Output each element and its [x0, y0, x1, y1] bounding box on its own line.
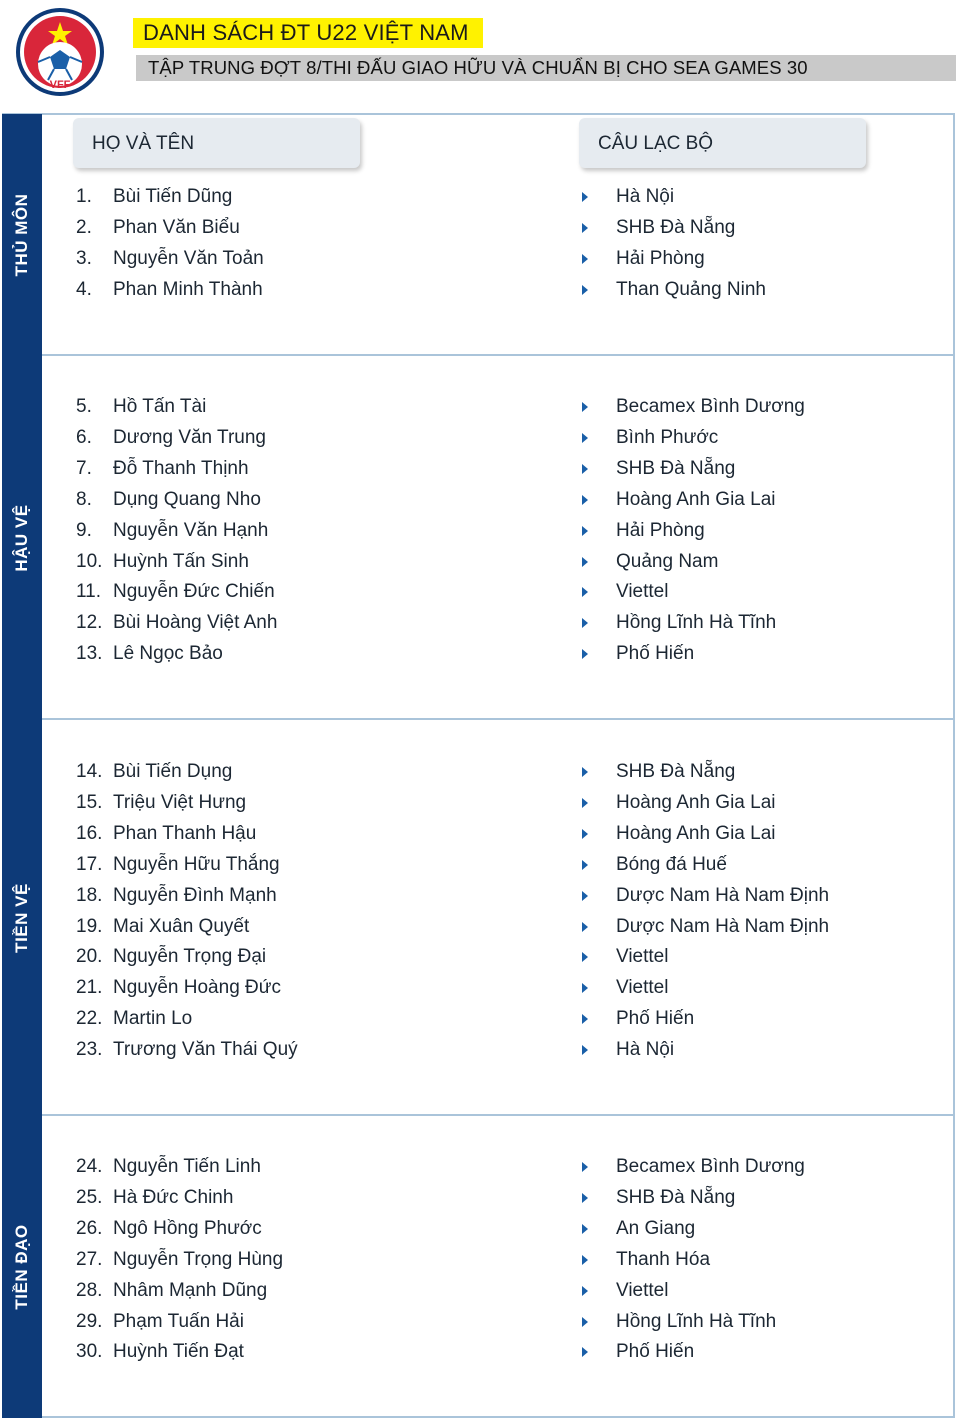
- table-row: [0, 1004, 960, 1034]
- player-name: Dương Văn Trung: [113, 427, 266, 448]
- player-number: 4.: [76, 279, 92, 300]
- table-row: [0, 1245, 960, 1275]
- player-number: 23.: [76, 1039, 103, 1060]
- player-name: Triệu Việt Hưng: [113, 792, 247, 813]
- player-name: Nguyễn Đình Mạnh: [113, 885, 277, 906]
- table-row: [0, 1035, 960, 1065]
- player-name: Bùi Tiến Dũng: [113, 186, 233, 207]
- arrow-right-icon: [582, 433, 588, 443]
- table-row: [0, 1276, 960, 1306]
- table-row: [0, 819, 960, 849]
- player-club: SHB Đà Nẵng: [616, 458, 736, 479]
- player-name: Nhâm Mạnh Dũng: [113, 1280, 268, 1301]
- player-club: Hải Phòng: [616, 248, 705, 269]
- player-club: Hoàng Anh Gia Lai: [616, 792, 776, 813]
- arrow-right-icon: [582, 618, 588, 628]
- player-number: 3.: [76, 248, 92, 269]
- vff-logo: [14, 6, 106, 98]
- table-row: [0, 516, 960, 546]
- table-row: [0, 788, 960, 818]
- table-row: [0, 1214, 960, 1244]
- arrow-right-icon: [582, 1286, 588, 1296]
- player-number: 29.: [76, 1311, 103, 1332]
- table-row: [0, 392, 960, 422]
- player-number: 5.: [76, 396, 92, 417]
- player-name: Hồ Tấn Tài: [113, 396, 207, 417]
- player-name: Nguyễn Hoàng Đức: [113, 977, 281, 998]
- arrow-right-icon: [582, 557, 588, 567]
- player-number: 26.: [76, 1218, 103, 1239]
- player-name: Bùi Tiến Dụng: [113, 761, 233, 782]
- player-number: 11.: [76, 581, 102, 602]
- arrow-right-icon: [582, 254, 588, 264]
- player-club: Viettel: [616, 977, 669, 998]
- player-number: 25.: [76, 1187, 103, 1208]
- page-subtitle: TẬP TRUNG ĐỢT 8/THI ĐẤU GIAO HỮU VÀ CHUẨN BỊ CHO SEA GAMES 30: [136, 55, 956, 81]
- player-club: Hồng Lĩnh Hà Tĩnh: [616, 1311, 777, 1332]
- page-title: DANH SÁCH ĐT U22 VIỆT NAM: [133, 18, 483, 48]
- player-number: 13.: [76, 643, 103, 664]
- player-number: 27.: [76, 1249, 103, 1270]
- player-number: 10.: [76, 551, 103, 572]
- player-club: Hoàng Anh Gia Lai: [616, 489, 776, 510]
- table-row: [0, 275, 960, 305]
- player-name: Dụng Quang Nho: [113, 489, 261, 510]
- player-club: Dược Nam Hà Nam Định: [616, 885, 830, 906]
- player-club: Thanh Hóa: [616, 1249, 711, 1270]
- arrow-right-icon: [582, 402, 588, 412]
- player-name: Hà Đức Chinh: [113, 1187, 234, 1208]
- section-label: TIỀN VỆ: [12, 882, 31, 953]
- player-number: 24.: [76, 1156, 103, 1177]
- arrow-right-icon: [582, 1014, 588, 1024]
- arrow-right-icon: [582, 1347, 588, 1357]
- player-club: Than Quảng Ninh: [616, 279, 766, 300]
- table-row: [0, 213, 960, 243]
- player-number: 18.: [76, 885, 103, 906]
- arrow-right-icon: [582, 649, 588, 659]
- player-number: 7.: [76, 458, 92, 479]
- player-number: 6.: [76, 427, 92, 448]
- player-name: Nguyễn Văn Hạnh: [113, 520, 269, 541]
- player-number: 21.: [76, 977, 103, 998]
- table-row: [0, 454, 960, 484]
- arrow-right-icon: [582, 464, 588, 474]
- table-row: [0, 973, 960, 1003]
- arrow-right-icon: [582, 285, 588, 295]
- player-name: Martin Lo: [113, 1008, 193, 1029]
- table-row: [0, 639, 960, 669]
- player-name: Nguyễn Văn Toản: [113, 248, 264, 269]
- player-club: SHB Đà Nẵng: [616, 217, 736, 238]
- svg-text:VFF: VFF: [49, 79, 71, 91]
- player-number: 2.: [76, 217, 92, 238]
- table-row: [0, 547, 960, 577]
- name-column-header: HỌ VÀ TÊN: [73, 118, 360, 168]
- player-club: Hà Nội: [616, 1039, 675, 1060]
- club-column-header: CÂU LẠC BỘ: [579, 118, 866, 168]
- arrow-right-icon: [582, 767, 588, 777]
- arrow-right-icon: [582, 891, 588, 901]
- player-name: Phan Thanh Hậu: [113, 823, 257, 844]
- arrow-right-icon: [582, 952, 588, 962]
- arrow-right-icon: [582, 1224, 588, 1234]
- player-club: Bình Phước: [616, 427, 719, 448]
- player-name: Nguyễn Trọng Đại: [113, 946, 267, 967]
- player-name: Phan Văn Biểu: [113, 217, 240, 238]
- player-club: Hoàng Anh Gia Lai: [616, 823, 776, 844]
- player-number: 20.: [76, 946, 103, 967]
- player-name: Lê Ngọc Bảo: [113, 643, 223, 664]
- table-row: [0, 182, 960, 212]
- player-club: Viettel: [616, 1280, 669, 1301]
- section-label: HẬU VỆ: [12, 503, 31, 572]
- header: [0, 0, 960, 112]
- section-label: THỦ MÔN: [12, 193, 31, 277]
- player-club: Dược Nam Hà Nam Định: [616, 916, 830, 937]
- table-row: [0, 942, 960, 972]
- player-club: SHB Đà Nẵng: [616, 761, 736, 782]
- arrow-right-icon: [582, 192, 588, 202]
- player-name: Nguyễn Đức Chiến: [113, 581, 275, 602]
- player-name: Bùi Hoàng Việt Anh: [113, 612, 278, 633]
- player-club: Bóng đá Huế: [616, 854, 727, 875]
- table-row: [0, 1337, 960, 1367]
- player-number: 14.: [76, 761, 103, 782]
- player-number: 30.: [76, 1341, 103, 1362]
- arrow-right-icon: [582, 526, 588, 536]
- arrow-right-icon: [582, 495, 588, 505]
- player-name: Phạm Tuấn Hải: [113, 1311, 244, 1332]
- player-club: Becamex Bình Dương: [616, 396, 805, 417]
- player-number: 19.: [76, 916, 103, 937]
- player-club: SHB Đà Nẵng: [616, 1187, 736, 1208]
- player-club: An Giang: [616, 1218, 696, 1239]
- arrow-right-icon: [582, 1255, 588, 1265]
- table-row: [0, 577, 960, 607]
- table-row: [0, 244, 960, 274]
- player-club: Viettel: [616, 581, 669, 602]
- arrow-right-icon: [582, 829, 588, 839]
- player-club: Quảng Nam: [616, 551, 719, 572]
- arrow-right-icon: [582, 922, 588, 932]
- arrow-right-icon: [582, 1162, 588, 1172]
- table-row: [0, 1183, 960, 1213]
- table-row: [0, 757, 960, 787]
- arrow-right-icon: [582, 860, 588, 870]
- table-row: [0, 1152, 960, 1182]
- player-name: Huỳnh Tấn Sinh: [113, 551, 249, 572]
- player-name: Nguyễn Trọng Hùng: [113, 1249, 284, 1270]
- player-name: Mai Xuân Quyết: [113, 916, 250, 937]
- player-number: 15.: [76, 792, 103, 813]
- table-row: [0, 881, 960, 911]
- table-row: [0, 485, 960, 515]
- arrow-right-icon: [582, 1193, 588, 1203]
- arrow-right-icon: [582, 1045, 588, 1055]
- table-row: [0, 1307, 960, 1337]
- player-club: Phố Hiến: [616, 1341, 695, 1362]
- player-club: Phố Hiến: [616, 1008, 695, 1029]
- player-club: Viettel: [616, 946, 669, 967]
- player-number: 22.: [76, 1008, 103, 1029]
- player-name: Phan Minh Thành: [113, 279, 263, 300]
- player-club: Becamex Bình Dương: [616, 1156, 805, 1177]
- table-row: [0, 423, 960, 453]
- player-name: Huỳnh Tiến Đạt: [113, 1341, 244, 1362]
- player-number: 8.: [76, 489, 92, 510]
- table-row: [0, 608, 960, 638]
- section-label: TIỀN ĐẠO: [12, 1223, 31, 1310]
- arrow-right-icon: [582, 1317, 588, 1327]
- player-number: 28.: [76, 1280, 103, 1301]
- player-name: Trương Văn Thái Quý: [113, 1039, 298, 1060]
- player-name: Ngô Hồng Phước: [113, 1218, 262, 1239]
- player-club: Hà Nội: [616, 186, 675, 207]
- player-number: 16.: [76, 823, 103, 844]
- arrow-right-icon: [582, 587, 588, 597]
- player-number: 17.: [76, 854, 103, 875]
- player-name: Nguyễn Tiến Linh: [113, 1156, 261, 1177]
- player-name: Nguyễn Hữu Thắng: [113, 854, 280, 875]
- arrow-right-icon: [582, 983, 588, 993]
- player-club: Hải Phòng: [616, 520, 705, 541]
- player-club: Hồng Lĩnh Hà Tĩnh: [616, 612, 777, 633]
- player-club: Phố Hiến: [616, 643, 695, 664]
- player-name: Đỗ Thanh Thịnh: [113, 458, 249, 479]
- player-number: 1.: [76, 186, 92, 207]
- arrow-right-icon: [582, 798, 588, 808]
- player-number: 9.: [76, 520, 92, 541]
- arrow-right-icon: [582, 223, 588, 233]
- table-row: [0, 912, 960, 942]
- player-number: 12.: [76, 612, 103, 633]
- table-row: [0, 850, 960, 880]
